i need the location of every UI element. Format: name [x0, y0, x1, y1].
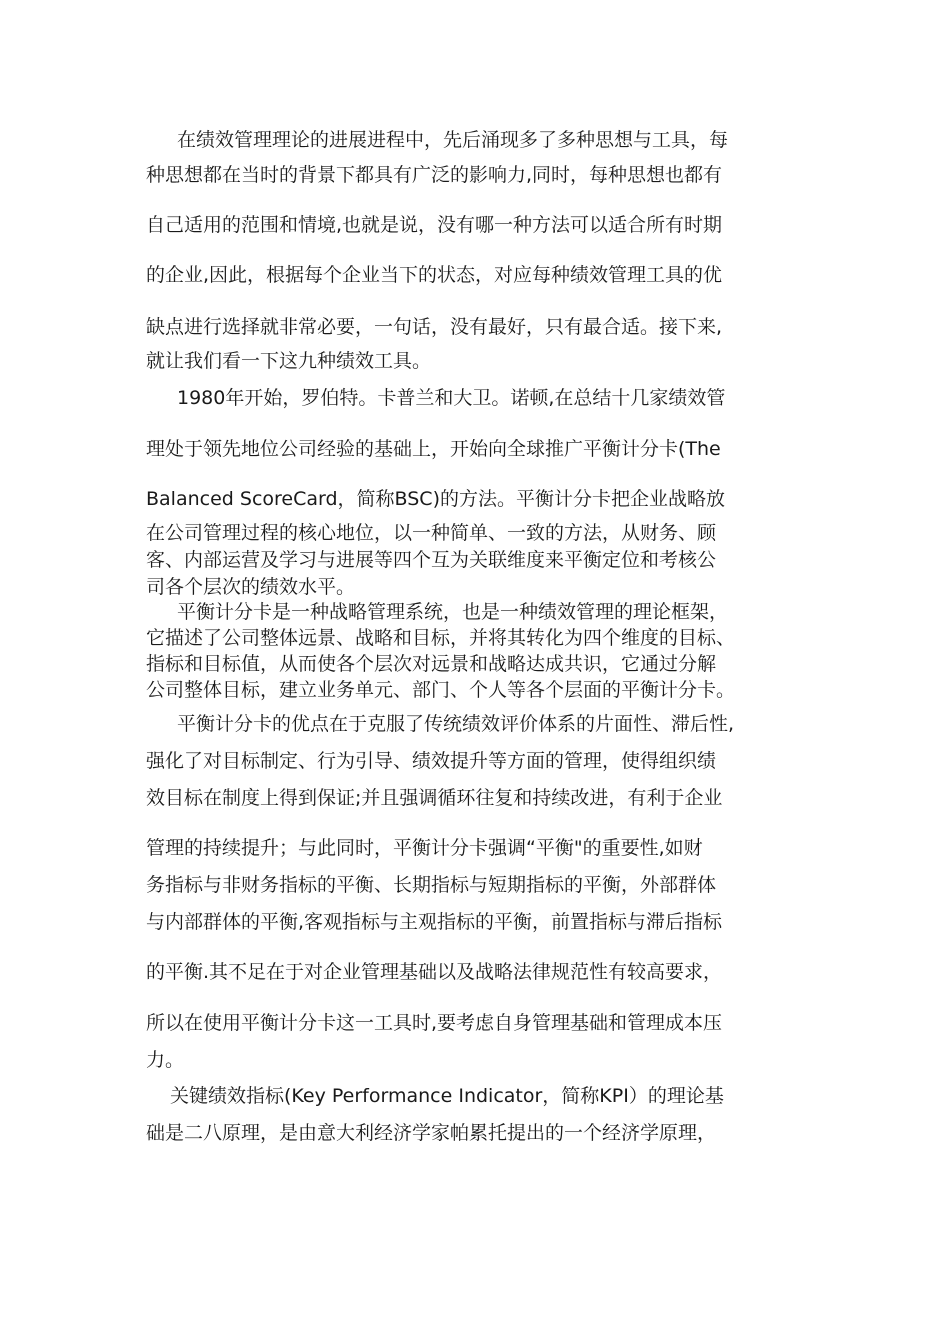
- text-line: 就让我们看一下这九种绩效工具。: [146, 350, 432, 372]
- text-line: 的平衡.其不足在于对企业管理基础以及战略法律规范性有较高要求，: [146, 961, 723, 983]
- text-line: 力。: [146, 1049, 185, 1071]
- text-line: 客、内部运营及学习与进展等四个互为关联维度来平衡定位和考核公: [146, 549, 717, 571]
- text-line: 平衡计分卡的优点在于克服了传统绩效评价体系的片面性、滞后性,: [177, 713, 735, 735]
- text-line: 础是二八原理，是由意大利经济学家帕累托提出的一个经济学原理，: [146, 1122, 717, 1144]
- text-line: 自己适用的范围和情境,也就是说，没有哪一种方法可以适合所有时期: [146, 214, 723, 236]
- text-line: 效目标在制度上得到保证;并且强调循环往复和持续改进，有利于企业: [146, 787, 723, 809]
- text-line: 司各个层次的绩效水平。: [146, 576, 356, 598]
- text-line: 指标和目标值，从而使各个层次对远景和战略达成共识，它通过分解: [146, 653, 717, 675]
- text-line: 缺点进行选择就非常必要，一句话，没有最好，只有最合适。接下来,: [146, 316, 723, 338]
- text-line: 理处于领先地位公司经验的基础上，开始向全球推广平衡计分卡(The: [146, 438, 721, 460]
- text-line: 关键绩效指标(Key Performance Indicator，简称KPI）的理论基: [170, 1085, 724, 1107]
- text-line: 所以在使用平衡计分卡这一工具时,要考虑自身管理基础和管理成本压: [146, 1012, 723, 1034]
- text-line: Balanced ScoreCard，简称BSC)的方法。平衡计分卡把企业战略放: [146, 488, 725, 510]
- text-line: 在绩效管理理论的进展进程中，先后涌现多了多种思想与工具，每: [177, 129, 729, 151]
- text-line: 的企业,因此，根据每个企业当下的状态，对应每种绩效管理工具的优: [146, 264, 723, 286]
- text-line: 务指标与非财务指标的平衡、长期指标与短期指标的平衡，外部群体: [146, 874, 717, 896]
- text-line: 它描述了公司整体远景、战略和目标，并将其转化为四个维度的目标、: [146, 627, 736, 649]
- text-line: 与内部群体的平衡,客观指标与主观指标的平衡，前置指标与滞后指标: [146, 911, 723, 933]
- text-line: 公司整体目标，建立业务单元、部门、个人等各个层面的平衡计分卡。: [146, 679, 736, 701]
- text-line: 管理的持续提升；与此同时，平衡计分卡强调“平衡"的重要性,如财: [146, 837, 703, 859]
- text-line: 种思想都在当时的背景下都具有广泛的影响力,同时，每种思想也都有: [146, 164, 723, 186]
- text-line: 强化了对目标制定、行为引导、绩效提升等方面的管理，使得组织绩: [146, 750, 717, 772]
- text-line: 平衡计分卡是一种战略管理系统，也是一种绩效管理的理论框架，: [177, 601, 729, 623]
- text-line: 在公司管理过程的核心地位，以一种简单、一致的方法，从财务、顾: [146, 522, 717, 544]
- text-line: 1980年开始，罗伯特。卡普兰和大卫。诺顿,在总结十几家绩效管: [177, 387, 726, 409]
